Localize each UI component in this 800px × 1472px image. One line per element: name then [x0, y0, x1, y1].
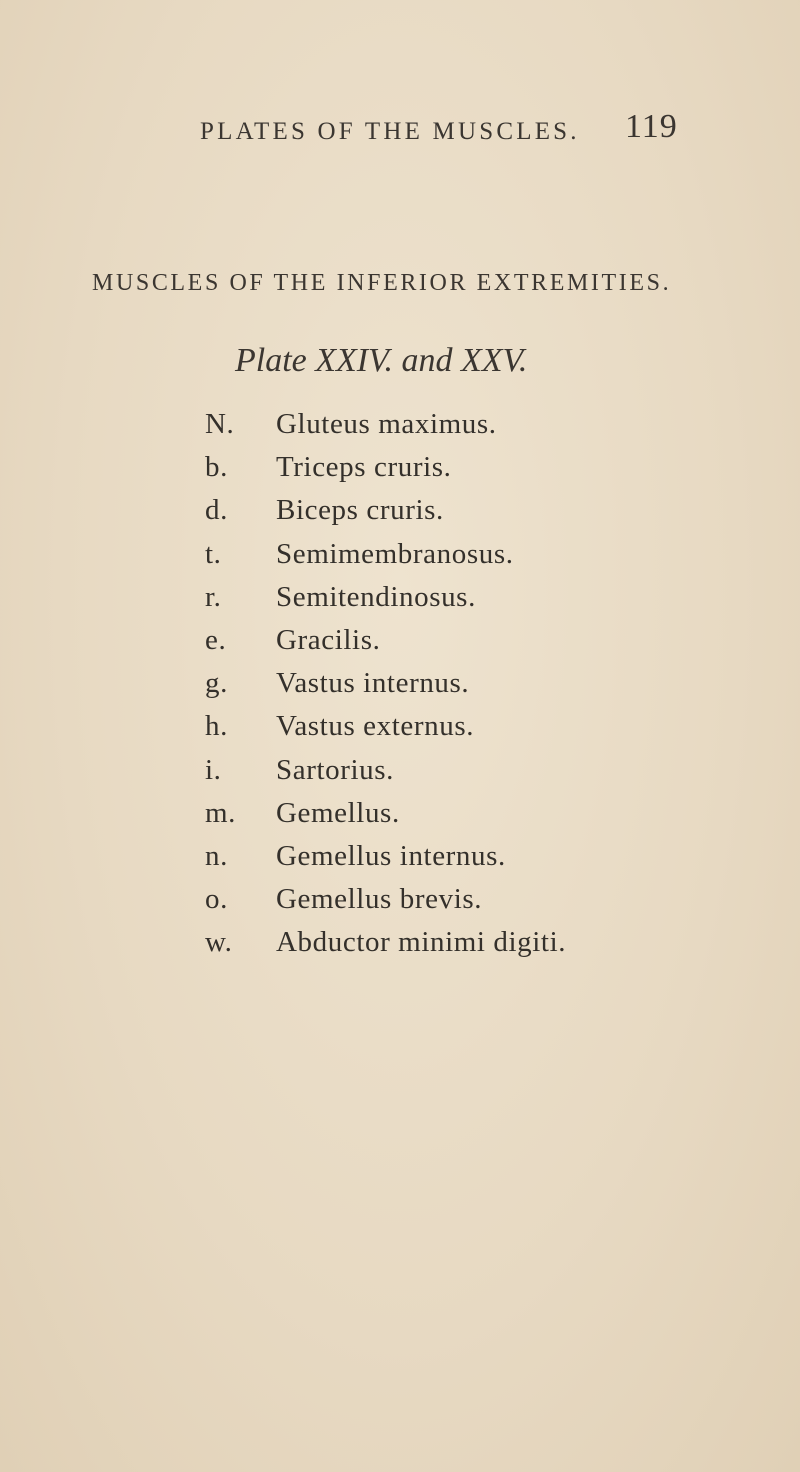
running-head: PLATES OF THE MUSCLES.	[200, 118, 580, 145]
legend-key: h.	[205, 710, 228, 743]
legend-key: o.	[205, 883, 228, 916]
legend-item	[205, 840, 566, 883]
legend-key: t.	[205, 537, 222, 570]
legend-name: Triceps cruris.	[276, 451, 452, 484]
legend-name: Vastus internus.	[276, 667, 470, 700]
legend-item	[205, 667, 566, 710]
legend-key: m.	[205, 796, 237, 829]
legend-name: Sartorius.	[276, 753, 394, 786]
legend-name: Gemellus brevis.	[276, 883, 483, 916]
legend-name: Biceps cruris.	[276, 494, 444, 527]
legend-name: Gracilis.	[276, 623, 381, 656]
section-title: MUSCLES OF THE INFERIOR EXTREMITIES.	[92, 270, 672, 296]
legend-name: Vastus externus.	[276, 710, 475, 743]
legend-key: g.	[205, 667, 228, 700]
legend-name: Gemellus internus.	[276, 839, 506, 872]
legend-item	[205, 581, 566, 624]
legend-item	[205, 754, 566, 797]
legend-key: d.	[205, 494, 228, 527]
legend-item	[205, 797, 566, 840]
legend-key: b.	[205, 451, 228, 484]
legend-key: r.	[205, 580, 222, 613]
muscle-legend	[205, 408, 566, 969]
legend-item	[205, 494, 566, 537]
legend-item	[205, 710, 566, 753]
legend-key: N.	[205, 408, 235, 440]
page-number: 119	[625, 108, 678, 145]
legend-key: i.	[205, 753, 222, 786]
legend-name: Gluteus maximus.	[276, 408, 497, 440]
legend-key: n.	[205, 839, 228, 872]
legend-item	[205, 538, 566, 581]
legend-item	[205, 624, 566, 667]
legend-item	[205, 451, 566, 494]
legend-name: Semimembranosus.	[276, 537, 514, 570]
legend-name: Semitendinosus.	[276, 580, 476, 613]
legend-item	[205, 408, 566, 451]
legend-key: e.	[205, 623, 227, 656]
legend-name: Gemellus.	[276, 796, 400, 829]
plate-title: Plate XXIV. and XXV.	[235, 342, 528, 379]
legend-name: Abductor minimi digiti.	[276, 926, 567, 959]
legend-item	[205, 926, 566, 969]
legend-item	[205, 883, 566, 926]
legend-key: w.	[205, 926, 233, 959]
